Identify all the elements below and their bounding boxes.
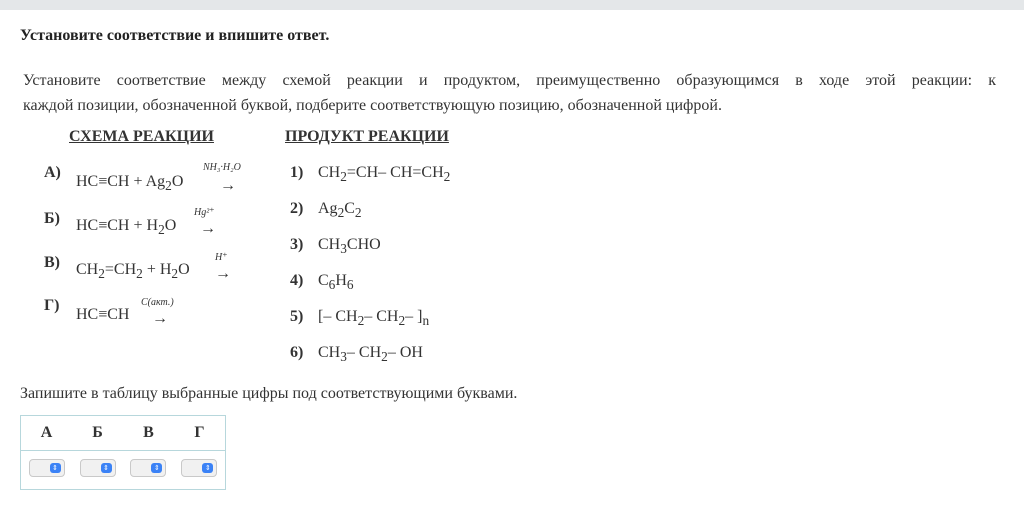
- product-formula: $CH_3CHO$: [318, 236, 381, 257]
- answer-header-a: А: [21, 416, 73, 451]
- updown-chevron-icon: ⇕: [202, 463, 213, 473]
- product-number: 1): [290, 164, 304, 181]
- answer-cell-v: [123, 451, 174, 490]
- updown-chevron-icon: ⇕: [50, 463, 61, 473]
- arrow-icon: →: [200, 220, 216, 237]
- reaction-letter: А): [44, 164, 61, 181]
- product-number: 6): [290, 344, 304, 361]
- header-reaction-product: ПРОДУКТ РЕАКЦИИ: [285, 128, 449, 145]
- answer-header-v: В: [123, 416, 174, 451]
- product-formula: $CH_2=CH-$ $CH=CH_2$: [318, 164, 451, 185]
- answer-instruction: Запишите в таблицу выбранные цифры под соответствующими буквами.: [20, 385, 518, 402]
- reaction-letter: Б): [44, 210, 60, 227]
- task-text-line-1: Установите соответствие между схемой реакции и продуктом, преимущественно образующимся в ходе этой реакции: к: [23, 72, 996, 89]
- answer-select-b[interactable]: [80, 459, 116, 477]
- answer-header-b: Б: [72, 416, 123, 451]
- updown-chevron-icon: ⇕: [151, 463, 162, 473]
- arrow-icon: →: [152, 310, 168, 327]
- product-number: 2): [290, 200, 304, 217]
- task-text-line-2: каждой позиции, обозначенной буквой, подберите соответствующую позицию, обозначенной цифрой.: [23, 97, 722, 114]
- arrow-icon: →: [215, 265, 231, 282]
- reaction-equation: $HC\equiv CH + Ag_2O$: [76, 173, 184, 194]
- answer-select-a[interactable]: [29, 459, 65, 477]
- reaction-condition: H⁺: [215, 252, 228, 263]
- updown-chevron-icon: ⇕: [101, 463, 112, 473]
- product-number: 5): [290, 308, 304, 325]
- product-formula: [– $CH_2-$ $CH_2-$ ]$_n$: [318, 308, 430, 329]
- answer-cell-a: [21, 451, 73, 490]
- answer-select-g[interactable]: [181, 459, 217, 477]
- product-formula: $C_6H_6$: [318, 272, 354, 293]
- top-bar: [0, 0, 1024, 10]
- header-reaction-scheme: СХЕМА РЕАКЦИИ: [69, 128, 214, 145]
- reaction-condition: Hg²⁺: [194, 207, 215, 218]
- task-title: Установите соответствие и впишите ответ.: [20, 27, 330, 44]
- product-number: 4): [290, 272, 304, 289]
- product-formula: $CH_3-$ $CH_2-$ OH: [318, 344, 423, 365]
- reaction-condition: NH₃·H₂O: [203, 162, 241, 173]
- answer-table: [20, 415, 226, 490]
- answer-header-g: Г: [174, 416, 226, 451]
- answer-cell-b: [72, 451, 123, 490]
- reaction-equation: HC≡CH: [76, 306, 130, 323]
- reaction-letter: Г): [44, 297, 60, 314]
- arrow-icon: →: [220, 177, 236, 194]
- reaction-letter: В): [44, 254, 60, 271]
- product-formula: $Ag_2C_2$: [318, 200, 362, 221]
- product-number: 3): [290, 236, 304, 253]
- reaction-condition: C(акт.): [141, 297, 174, 308]
- reaction-equation: $HC\equiv CH + H_2O$: [76, 217, 177, 238]
- answer-select-v[interactable]: [130, 459, 166, 477]
- answer-cell-g: [174, 451, 226, 490]
- reaction-equation: $CH_2=CH_2 + H_2O$: [76, 261, 190, 282]
